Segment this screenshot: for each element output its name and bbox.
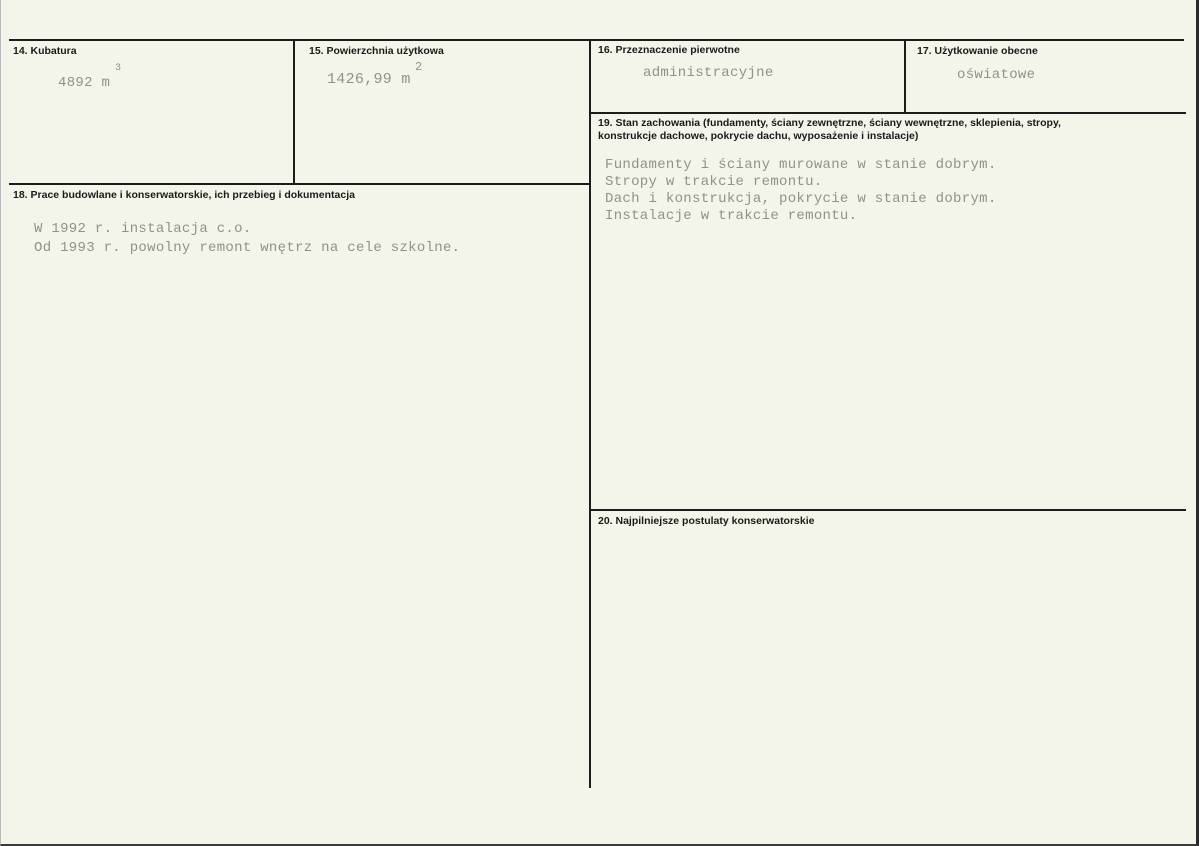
field-14-label: 14. Kubatura: [13, 45, 77, 57]
row1-bottom-rule-left: [9, 183, 589, 185]
field-20-label: 20. Najpilniejsze postulaty konserwatorskie: [598, 515, 815, 527]
field-18-label: 18. Prace budowlane i konserwatorskie, ich przebieg i dokumentacja: [13, 189, 355, 201]
field-16-label: 16. Przeznaczenie pierwotne: [598, 44, 740, 56]
field-19-label: 19. Stan zachowania (fundamenty, ściany zewnętrzne, ściany wewnętrzne, sklepienia, stropy, konstrukcje dachowe, pokrycie dachu, wyposażenie i instalacje): [598, 117, 1061, 142]
row1-bottom-rule-right: [591, 112, 1186, 114]
field-14-value[interactable]: 4892 m: [58, 75, 111, 91]
field-14-superscript: 3: [115, 63, 122, 74]
divider-16-17: [904, 39, 906, 113]
field-19-line[interactable]: Stropy w trakcie remontu.: [605, 174, 823, 190]
field-15-superscript: 2: [415, 60, 423, 74]
field-19-line[interactable]: Fundamenty i ściany murowane w stanie dobrym.: [605, 157, 997, 173]
field-16-value[interactable]: administracyjne: [643, 65, 774, 81]
divider-14-15: [293, 39, 295, 184]
field-17-label: 17. Użytkowanie obecne: [917, 45, 1038, 57]
field-17-value[interactable]: oświatowe: [957, 67, 1036, 83]
field-19-line[interactable]: Instalacje w trakcie remontu.: [605, 208, 858, 224]
top-rule: [9, 39, 1184, 41]
field-18-line[interactable]: W 1992 r. instalacja c.o.: [34, 221, 252, 237]
field-18-line[interactable]: Od 1993 r. powolny remont wnętrz na cele szkolne.: [34, 240, 461, 256]
section19-bottom-rule: [591, 509, 1186, 511]
field-19-line[interactable]: Dach i konstrukcja, pokrycie w stanie dobrym.: [605, 191, 997, 207]
field-15-label: 15. Powierzchnia użytkowa: [309, 45, 444, 57]
main-vertical-divider: [589, 39, 591, 788]
field-15-value[interactable]: 1426,99 m: [327, 71, 411, 88]
